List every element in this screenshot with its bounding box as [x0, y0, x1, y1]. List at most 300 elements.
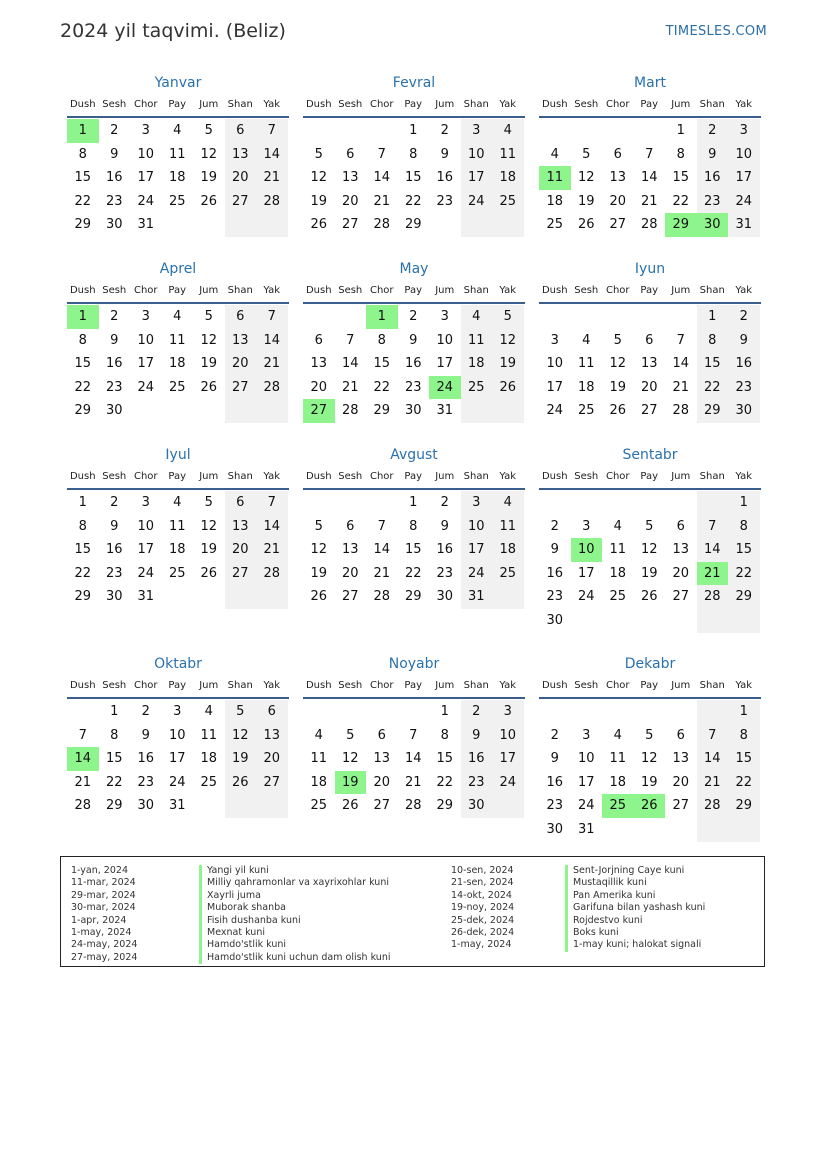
- day-cell[interactable]: 13: [225, 329, 257, 353]
- holiday-day-cell[interactable]: 1: [67, 119, 99, 143]
- day-cell[interactable]: 22: [728, 562, 760, 586]
- day-cell[interactable]: 10: [137, 146, 155, 162]
- day-cell[interactable]: 11: [492, 515, 524, 539]
- day-cell[interactable]: 24: [577, 589, 595, 605]
- day-cell[interactable]: 26: [225, 771, 257, 795]
- day-cell[interactable]: 2: [728, 305, 760, 329]
- day-cell[interactable]: 14: [697, 747, 729, 771]
- day-cell[interactable]: 27: [225, 562, 257, 586]
- day-cell[interactable]: 28: [640, 217, 658, 233]
- day-cell[interactable]: 15: [373, 356, 391, 372]
- day-cell[interactable]: 7: [377, 146, 386, 162]
- holiday-day-cell[interactable]: 30: [697, 213, 729, 237]
- day-cell[interactable]: 22: [672, 193, 690, 209]
- day-cell[interactable]: 19: [310, 193, 328, 209]
- day-cell[interactable]: 18: [577, 379, 595, 395]
- day-cell[interactable]: 10: [728, 143, 760, 167]
- day-cell[interactable]: 30: [404, 403, 422, 419]
- day-cell[interactable]: 9: [110, 518, 119, 534]
- day-cell[interactable]: 21: [672, 379, 690, 395]
- day-cell[interactable]: 20: [640, 379, 658, 395]
- day-cell[interactable]: 3: [728, 119, 760, 143]
- day-cell[interactable]: 24: [461, 562, 493, 586]
- day-cell[interactable]: 7: [256, 305, 288, 329]
- day-cell[interactable]: 3: [461, 119, 493, 143]
- day-cell[interactable]: 7: [676, 332, 685, 348]
- day-cell[interactable]: 15: [404, 170, 422, 186]
- day-cell[interactable]: 27: [672, 798, 690, 814]
- day-cell[interactable]: 1: [78, 495, 87, 510]
- day-cell[interactable]: 20: [225, 538, 257, 562]
- day-cell[interactable]: 16: [137, 751, 155, 767]
- day-cell[interactable]: 23: [546, 798, 564, 814]
- day-cell[interactable]: 24: [492, 771, 524, 795]
- day-cell[interactable]: 29: [728, 794, 760, 818]
- day-cell[interactable]: 12: [310, 542, 328, 558]
- day-cell[interactable]: 4: [582, 332, 591, 348]
- day-cell[interactable]: 30: [436, 589, 454, 605]
- day-cell[interactable]: 10: [436, 332, 454, 348]
- day-cell[interactable]: 24: [577, 798, 595, 814]
- day-cell[interactable]: 20: [341, 565, 359, 581]
- day-cell[interactable]: 26: [577, 217, 595, 233]
- day-cell[interactable]: 24: [168, 774, 186, 790]
- day-cell[interactable]: 12: [640, 542, 658, 558]
- day-cell[interactable]: 8: [697, 329, 729, 353]
- day-cell[interactable]: 30: [546, 612, 564, 628]
- day-cell[interactable]: 12: [200, 332, 218, 348]
- day-cell[interactable]: 15: [697, 352, 729, 376]
- day-cell[interactable]: 13: [672, 751, 690, 767]
- day-cell[interactable]: 3: [582, 727, 591, 743]
- day-cell[interactable]: 19: [200, 356, 218, 372]
- day-cell[interactable]: 8: [409, 518, 418, 534]
- day-cell[interactable]: 11: [200, 727, 218, 743]
- day-cell[interactable]: 23: [436, 193, 454, 209]
- day-cell[interactable]: 8: [676, 146, 685, 162]
- day-cell[interactable]: 13: [672, 542, 690, 558]
- day-cell[interactable]: 16: [546, 565, 564, 581]
- day-cell[interactable]: 30: [137, 798, 155, 814]
- day-cell[interactable]: 3: [141, 123, 150, 138]
- day-cell[interactable]: 9: [440, 518, 449, 534]
- day-cell[interactable]: 25: [609, 589, 627, 605]
- day-cell[interactable]: 7: [256, 119, 288, 143]
- day-cell[interactable]: 26: [200, 193, 218, 209]
- day-cell[interactable]: 5: [613, 332, 622, 348]
- day-cell[interactable]: 7: [409, 727, 418, 743]
- day-cell[interactable]: 5: [645, 727, 654, 743]
- day-cell[interactable]: 5: [225, 700, 257, 724]
- day-cell[interactable]: 29: [404, 217, 422, 233]
- day-cell[interactable]: 22: [74, 379, 92, 395]
- day-cell[interactable]: 8: [78, 332, 87, 348]
- day-cell[interactable]: 16: [105, 170, 123, 186]
- day-cell[interactable]: 14: [256, 143, 288, 167]
- day-cell[interactable]: 13: [341, 542, 359, 558]
- day-cell[interactable]: 14: [373, 542, 391, 558]
- day-cell[interactable]: 29: [105, 798, 123, 814]
- day-cell[interactable]: 2: [409, 309, 418, 324]
- day-cell[interactable]: 6: [346, 146, 355, 162]
- day-cell[interactable]: 28: [256, 376, 288, 400]
- day-cell[interactable]: 16: [697, 166, 729, 190]
- day-cell[interactable]: 1: [728, 700, 760, 724]
- day-cell[interactable]: 11: [461, 329, 493, 353]
- day-cell[interactable]: 2: [110, 123, 119, 138]
- day-cell[interactable]: 28: [256, 562, 288, 586]
- day-cell[interactable]: 28: [373, 589, 391, 605]
- day-cell[interactable]: 15: [728, 538, 760, 562]
- day-cell[interactable]: 20: [225, 166, 257, 190]
- day-cell[interactable]: 20: [225, 352, 257, 376]
- day-cell[interactable]: 20: [341, 193, 359, 209]
- day-cell[interactable]: 4: [461, 305, 493, 329]
- day-cell[interactable]: 17: [461, 538, 493, 562]
- day-cell[interactable]: 19: [200, 542, 218, 558]
- day-cell[interactable]: 20: [672, 774, 690, 790]
- day-cell[interactable]: 5: [314, 146, 323, 162]
- day-cell[interactable]: 31: [728, 213, 760, 237]
- day-cell[interactable]: 27: [341, 217, 359, 233]
- day-cell[interactable]: 27: [373, 798, 391, 814]
- day-cell[interactable]: 3: [141, 309, 150, 324]
- day-cell[interactable]: 30: [105, 217, 123, 233]
- day-cell[interactable]: 28: [672, 403, 690, 419]
- day-cell[interactable]: 23: [697, 190, 729, 214]
- day-cell[interactable]: 12: [200, 518, 218, 534]
- day-cell[interactable]: 18: [492, 538, 524, 562]
- day-cell[interactable]: 18: [492, 166, 524, 190]
- day-cell[interactable]: 7: [346, 332, 355, 348]
- day-cell[interactable]: 17: [461, 166, 493, 190]
- day-cell[interactable]: 17: [728, 166, 760, 190]
- day-cell[interactable]: 30: [461, 794, 493, 818]
- day-cell[interactable]: 9: [461, 724, 493, 748]
- holiday-day-cell[interactable]: 21: [697, 562, 729, 586]
- day-cell[interactable]: 5: [582, 146, 591, 162]
- day-cell[interactable]: 17: [137, 542, 155, 558]
- day-cell[interactable]: 12: [200, 146, 218, 162]
- day-cell[interactable]: 19: [577, 193, 595, 209]
- day-cell[interactable]: 16: [404, 356, 422, 372]
- day-cell[interactable]: 1: [728, 491, 760, 515]
- day-cell[interactable]: 19: [225, 747, 257, 771]
- day-cell[interactable]: 25: [168, 565, 186, 581]
- day-cell[interactable]: 9: [728, 329, 760, 353]
- day-cell[interactable]: 21: [74, 774, 92, 790]
- day-cell[interactable]: 27: [609, 217, 627, 233]
- day-cell[interactable]: 15: [105, 751, 123, 767]
- day-cell[interactable]: 18: [310, 774, 328, 790]
- day-cell[interactable]: 24: [137, 193, 155, 209]
- day-cell[interactable]: 15: [74, 542, 92, 558]
- day-cell[interactable]: 7: [645, 146, 654, 162]
- day-cell[interactable]: 20: [256, 747, 288, 771]
- day-cell[interactable]: 2: [110, 309, 119, 324]
- holiday-day-cell[interactable]: 1: [366, 305, 398, 329]
- day-cell[interactable]: 4: [613, 727, 622, 743]
- day-cell[interactable]: 24: [137, 379, 155, 395]
- day-cell[interactable]: 20: [609, 193, 627, 209]
- holiday-day-cell[interactable]: 1: [67, 305, 99, 329]
- day-cell[interactable]: 20: [672, 565, 690, 581]
- holiday-day-cell[interactable]: 14: [67, 747, 99, 771]
- day-cell[interactable]: 22: [728, 771, 760, 795]
- day-cell[interactable]: 17: [577, 565, 595, 581]
- day-cell[interactable]: 24: [546, 403, 564, 419]
- day-cell[interactable]: 23: [461, 771, 493, 795]
- day-cell[interactable]: 21: [373, 565, 391, 581]
- day-cell[interactable]: 6: [676, 518, 685, 534]
- day-cell[interactable]: 22: [697, 376, 729, 400]
- day-cell[interactable]: 6: [613, 146, 622, 162]
- day-cell[interactable]: 29: [728, 585, 760, 609]
- day-cell[interactable]: 21: [256, 538, 288, 562]
- day-cell[interactable]: 27: [225, 376, 257, 400]
- day-cell[interactable]: 2: [550, 518, 559, 534]
- day-cell[interactable]: 31: [137, 217, 155, 233]
- day-cell[interactable]: 23: [728, 376, 760, 400]
- day-cell[interactable]: 6: [645, 332, 654, 348]
- day-cell[interactable]: 28: [697, 585, 729, 609]
- day-cell[interactable]: 14: [256, 515, 288, 539]
- day-cell[interactable]: 13: [310, 356, 328, 372]
- day-cell[interactable]: 30: [728, 399, 760, 423]
- day-cell[interactable]: 15: [672, 170, 690, 186]
- day-cell[interactable]: 5: [346, 727, 355, 743]
- day-cell[interactable]: 17: [492, 747, 524, 771]
- day-cell[interactable]: 23: [137, 774, 155, 790]
- day-cell[interactable]: 21: [404, 774, 422, 790]
- day-cell[interactable]: 3: [550, 332, 559, 348]
- day-cell[interactable]: 7: [377, 518, 386, 534]
- day-cell[interactable]: 5: [492, 305, 524, 329]
- day-cell[interactable]: 17: [546, 379, 564, 395]
- day-cell[interactable]: 7: [78, 727, 87, 743]
- day-cell[interactable]: 28: [404, 798, 422, 814]
- day-cell[interactable]: 22: [436, 774, 454, 790]
- day-cell[interactable]: 21: [640, 193, 658, 209]
- day-cell[interactable]: 5: [204, 495, 213, 510]
- day-cell[interactable]: 22: [404, 193, 422, 209]
- day-cell[interactable]: 15: [74, 356, 92, 372]
- day-cell[interactable]: 26: [200, 379, 218, 395]
- day-cell[interactable]: 8: [409, 146, 418, 162]
- day-cell[interactable]: 4: [204, 704, 213, 719]
- day-cell[interactable]: 29: [436, 798, 454, 814]
- day-cell[interactable]: 2: [110, 495, 119, 510]
- day-cell[interactable]: 22: [74, 193, 92, 209]
- day-cell[interactable]: 9: [550, 542, 559, 558]
- day-cell[interactable]: 9: [697, 143, 729, 167]
- day-cell[interactable]: 11: [168, 518, 186, 534]
- day-cell[interactable]: 19: [640, 774, 658, 790]
- day-cell[interactable]: 10: [546, 356, 564, 372]
- day-cell[interactable]: 13: [225, 515, 257, 539]
- day-cell[interactable]: 13: [609, 170, 627, 186]
- day-cell[interactable]: 11: [577, 356, 595, 372]
- holiday-day-cell[interactable]: 10: [571, 538, 603, 562]
- day-cell[interactable]: 20: [310, 379, 328, 395]
- day-cell[interactable]: 6: [225, 491, 257, 515]
- day-cell[interactable]: 14: [640, 170, 658, 186]
- day-cell[interactable]: 17: [168, 751, 186, 767]
- day-cell[interactable]: 3: [440, 309, 449, 324]
- holiday-day-cell[interactable]: 24: [429, 376, 461, 400]
- day-cell[interactable]: 27: [341, 589, 359, 605]
- holiday-day-cell[interactable]: 26: [634, 794, 666, 818]
- day-cell[interactable]: 25: [200, 774, 218, 790]
- day-cell[interactable]: 28: [373, 217, 391, 233]
- day-cell[interactable]: 9: [440, 146, 449, 162]
- day-cell[interactable]: 27: [225, 190, 257, 214]
- day-cell[interactable]: 8: [78, 146, 87, 162]
- day-cell[interactable]: 25: [492, 190, 524, 214]
- day-cell[interactable]: 12: [341, 751, 359, 767]
- day-cell[interactable]: 25: [168, 379, 186, 395]
- day-cell[interactable]: 13: [373, 751, 391, 767]
- day-cell[interactable]: 10: [461, 515, 493, 539]
- day-cell[interactable]: 29: [74, 403, 92, 419]
- day-cell[interactable]: 25: [546, 217, 564, 233]
- day-cell[interactable]: 19: [310, 565, 328, 581]
- day-cell[interactable]: 11: [168, 146, 186, 162]
- day-cell[interactable]: 16: [461, 747, 493, 771]
- day-cell[interactable]: 31: [577, 821, 595, 837]
- day-cell[interactable]: 23: [404, 379, 422, 395]
- holiday-day-cell[interactable]: 19: [335, 771, 367, 795]
- holiday-day-cell[interactable]: 29: [665, 213, 697, 237]
- day-cell[interactable]: 14: [373, 170, 391, 186]
- day-cell[interactable]: 29: [74, 589, 92, 605]
- day-cell[interactable]: 21: [256, 352, 288, 376]
- day-cell[interactable]: 23: [105, 193, 123, 209]
- day-cell[interactable]: 26: [609, 403, 627, 419]
- day-cell[interactable]: 2: [461, 700, 493, 724]
- day-cell[interactable]: 25: [168, 193, 186, 209]
- day-cell[interactable]: 5: [645, 518, 654, 534]
- day-cell[interactable]: 6: [256, 700, 288, 724]
- day-cell[interactable]: 7: [256, 491, 288, 515]
- day-cell[interactable]: 4: [492, 119, 524, 143]
- day-cell[interactable]: 15: [404, 542, 422, 558]
- day-cell[interactable]: 31: [461, 585, 493, 609]
- day-cell[interactable]: 16: [546, 774, 564, 790]
- day-cell[interactable]: 28: [341, 403, 359, 419]
- day-cell[interactable]: 29: [697, 399, 729, 423]
- day-cell[interactable]: 18: [200, 751, 218, 767]
- holiday-day-cell[interactable]: 25: [602, 794, 634, 818]
- day-cell[interactable]: 8: [440, 727, 449, 743]
- day-cell[interactable]: 8: [377, 332, 386, 348]
- day-cell[interactable]: 31: [436, 403, 454, 419]
- day-cell[interactable]: 6: [346, 518, 355, 534]
- day-cell[interactable]: 6: [314, 332, 323, 348]
- day-cell[interactable]: 12: [225, 724, 257, 748]
- day-cell[interactable]: 26: [640, 589, 658, 605]
- day-cell[interactable]: 2: [550, 727, 559, 743]
- day-cell[interactable]: 18: [168, 170, 186, 186]
- day-cell[interactable]: 16: [728, 352, 760, 376]
- day-cell[interactable]: 21: [373, 193, 391, 209]
- day-cell[interactable]: 1: [409, 495, 418, 510]
- day-cell[interactable]: 16: [436, 542, 454, 558]
- day-cell[interactable]: 4: [550, 146, 559, 162]
- day-cell[interactable]: 22: [373, 379, 391, 395]
- day-cell[interactable]: 28: [697, 794, 729, 818]
- day-cell[interactable]: 1: [110, 704, 119, 719]
- day-cell[interactable]: 1: [440, 704, 449, 719]
- day-cell[interactable]: 4: [173, 123, 182, 138]
- day-cell[interactable]: 29: [74, 217, 92, 233]
- day-cell[interactable]: 9: [110, 332, 119, 348]
- day-cell[interactable]: 8: [728, 724, 760, 748]
- day-cell[interactable]: 6: [676, 727, 685, 743]
- day-cell[interactable]: 16: [105, 356, 123, 372]
- day-cell[interactable]: 27: [256, 771, 288, 795]
- day-cell[interactable]: 14: [697, 538, 729, 562]
- day-cell[interactable]: 4: [173, 495, 182, 510]
- day-cell[interactable]: 6: [225, 305, 257, 329]
- day-cell[interactable]: 3: [461, 491, 493, 515]
- day-cell[interactable]: 23: [546, 589, 564, 605]
- day-cell[interactable]: 2: [697, 119, 729, 143]
- day-cell[interactable]: 9: [110, 146, 119, 162]
- day-cell[interactable]: 11: [609, 542, 627, 558]
- day-cell[interactable]: 1: [697, 305, 729, 329]
- day-cell[interactable]: 24: [137, 565, 155, 581]
- day-cell[interactable]: 6: [225, 119, 257, 143]
- day-cell[interactable]: 27: [640, 403, 658, 419]
- day-cell[interactable]: 18: [168, 356, 186, 372]
- day-cell[interactable]: 26: [200, 565, 218, 581]
- day-cell[interactable]: 5: [204, 309, 213, 324]
- day-cell[interactable]: 12: [492, 329, 524, 353]
- day-cell[interactable]: 21: [341, 379, 359, 395]
- day-cell[interactable]: 25: [577, 403, 595, 419]
- day-cell[interactable]: 10: [492, 724, 524, 748]
- day-cell[interactable]: 10: [577, 751, 595, 767]
- day-cell[interactable]: 7: [697, 724, 729, 748]
- day-cell[interactable]: 16: [436, 170, 454, 186]
- holiday-day-cell[interactable]: 27: [303, 399, 335, 423]
- day-cell[interactable]: 9: [141, 727, 150, 743]
- day-cell[interactable]: 1: [409, 123, 418, 138]
- day-cell[interactable]: 23: [105, 379, 123, 395]
- day-cell[interactable]: 26: [492, 376, 524, 400]
- day-cell[interactable]: 3: [582, 518, 591, 534]
- day-cell[interactable]: 10: [137, 332, 155, 348]
- day-cell[interactable]: 12: [577, 170, 595, 186]
- day-cell[interactable]: 26: [341, 798, 359, 814]
- day-cell[interactable]: 30: [105, 403, 123, 419]
- day-cell[interactable]: 11: [492, 143, 524, 167]
- day-cell[interactable]: 17: [577, 774, 595, 790]
- day-cell[interactable]: 18: [461, 352, 493, 376]
- day-cell[interactable]: 18: [168, 542, 186, 558]
- day-cell[interactable]: 25: [310, 798, 328, 814]
- day-cell[interactable]: 31: [168, 798, 186, 814]
- day-cell[interactable]: 18: [546, 193, 564, 209]
- day-cell[interactable]: 10: [168, 727, 186, 743]
- day-cell[interactable]: 4: [492, 491, 524, 515]
- day-cell[interactable]: 4: [173, 309, 182, 324]
- day-cell[interactable]: 11: [609, 751, 627, 767]
- day-cell[interactable]: 22: [404, 565, 422, 581]
- day-cell[interactable]: 13: [640, 356, 658, 372]
- day-cell[interactable]: 3: [141, 495, 150, 510]
